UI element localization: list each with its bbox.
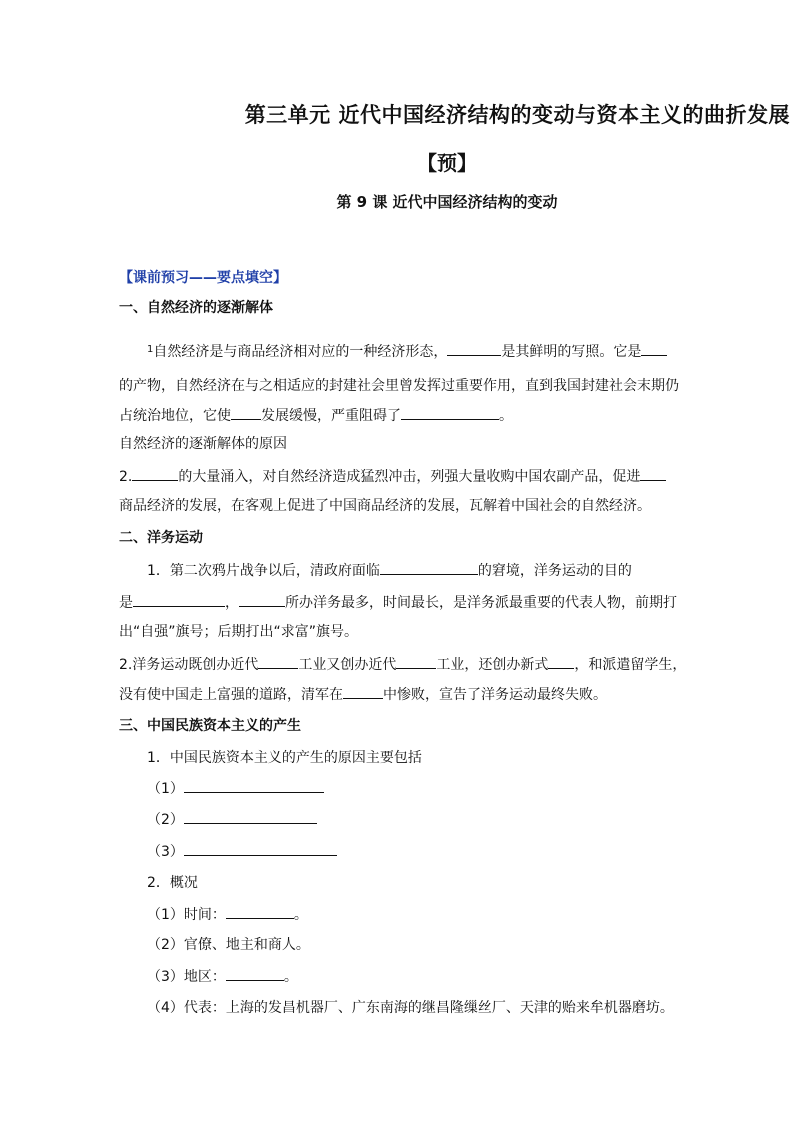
- text: 没有使中国走上富强的道路，清军在: [119, 687, 343, 703]
- text: 是其鲜明的写照。它是: [501, 344, 642, 360]
- overview-representatives: （4）代表：上海的发昌机器厂、广东南海的继昌隆缫丝厂、天津的贻来牟机器磨坊。: [147, 1000, 674, 1016]
- fill-blank[interactable]: [239, 592, 285, 607]
- section1-heading: 一、自然经济的逐渐解体: [119, 300, 273, 316]
- overview-time: [147, 904, 308, 925]
- preview-label: 【课前预习——要点填空】: [119, 270, 287, 286]
- section1-paragraph1-line1: [147, 340, 667, 362]
- fill-blank[interactable]: [640, 466, 666, 481]
- cause-item-1: [147, 778, 324, 799]
- fill-blank[interactable]: [132, 466, 178, 481]
- text: 发展缓慢，严重阻碍了: [261, 408, 401, 424]
- lesson-title: 第 9 课 近代中国经济结构的变动: [336, 193, 558, 211]
- section2-heading: 二、洋务运动: [119, 530, 203, 546]
- text: 1．第二次鸦片战争以后，清政府面临: [147, 563, 380, 579]
- fill-blank[interactable]: [133, 592, 225, 607]
- section2-paragraph1-line3: 出“自强”旗号；后期打出“求富”旗号。: [119, 624, 359, 640]
- text: 中惨败，宣告了洋务运动最终失败。: [383, 687, 607, 703]
- item-label: （1）: [147, 781, 184, 797]
- section1-paragraph1-line3: [119, 405, 513, 426]
- text: 。: [293, 907, 308, 923]
- text: 工业，还创办新式: [436, 657, 549, 673]
- text: 工业又创办近代: [298, 657, 397, 673]
- text: 所办洋务最多，时间最长，是洋务派最重要的代表人物，前期打: [285, 595, 677, 611]
- fill-blank[interactable]: [641, 341, 667, 356]
- overview-heading: 2．概况: [147, 875, 198, 891]
- pre-label: 【预】: [417, 151, 477, 175]
- overview-founders: （2）官僚、地主和商人。: [147, 937, 310, 953]
- item-number: 1: [147, 344, 154, 355]
- text: ，: [225, 595, 239, 611]
- section3-paragraph1: 1．中国民族资本主义的产生的原因主要包括: [147, 750, 422, 766]
- text: （1）时间：: [147, 907, 226, 923]
- fill-blank[interactable]: [231, 405, 261, 420]
- fill-blank[interactable]: [226, 904, 294, 919]
- section2-paragraph2-line2: [119, 684, 607, 705]
- section1-paragraph2-line2: 商品经济的发展，在客观上促进了中国商品经济的发展，瓦解着中国社会的自然经济。: [119, 498, 651, 514]
- text: 。: [283, 969, 298, 985]
- item-label: （2）: [147, 812, 184, 828]
- section1-paragraph2-line1: [119, 466, 666, 487]
- fill-blank[interactable]: [184, 778, 324, 793]
- cause-title: 自然经济的逐渐解体的原因: [119, 436, 287, 452]
- text: 的大量涌入，对自然经济造成猛烈冲击，列强大量收购中国农副产品，促进: [178, 469, 641, 485]
- fill-blank[interactable]: [184, 809, 317, 824]
- cause-item-2: [147, 809, 317, 830]
- item-label: （3）: [147, 844, 184, 860]
- text: （3）地区：: [147, 969, 226, 985]
- fill-blank[interactable]: [401, 405, 499, 420]
- fill-blank[interactable]: [380, 560, 478, 575]
- text: 自然经济是与商品经济相对应的一种经济形态，: [153, 344, 448, 360]
- text: 2.洋务运动既创办近代: [119, 657, 259, 673]
- fill-blank[interactable]: [258, 654, 298, 669]
- text: 占统治地位，它使: [119, 408, 231, 424]
- section2-paragraph1-line1: [147, 560, 632, 581]
- fill-blank[interactable]: [447, 341, 501, 356]
- section2-paragraph2-line1: [119, 654, 686, 675]
- text: 。: [499, 408, 513, 424]
- fill-blank[interactable]: [343, 684, 383, 699]
- cause-item-3: [147, 841, 337, 862]
- text: 2.: [119, 469, 133, 485]
- fill-blank[interactable]: [396, 654, 436, 669]
- text: ，和派遣留学生，: [574, 657, 687, 673]
- overview-region: [147, 966, 298, 987]
- fill-blank[interactable]: [184, 841, 337, 856]
- fill-blank[interactable]: [226, 966, 284, 981]
- text: 是: [119, 595, 133, 611]
- unit-title: 第三单元 近代中国经济结构的变动与资本主义的曲折发展: [244, 103, 790, 127]
- section2-paragraph1-line2: [119, 592, 677, 613]
- section1-paragraph1-line2: 的产物，自然经济在与之相适应的封建社会里曾发挥过重要作用，直到我国封建社会末期仍: [119, 378, 679, 394]
- fill-blank[interactable]: [548, 654, 574, 669]
- section3-heading: 三、中国民族资本主义的产生: [119, 718, 301, 734]
- text: 的窘境，洋务运动的目的: [477, 563, 632, 579]
